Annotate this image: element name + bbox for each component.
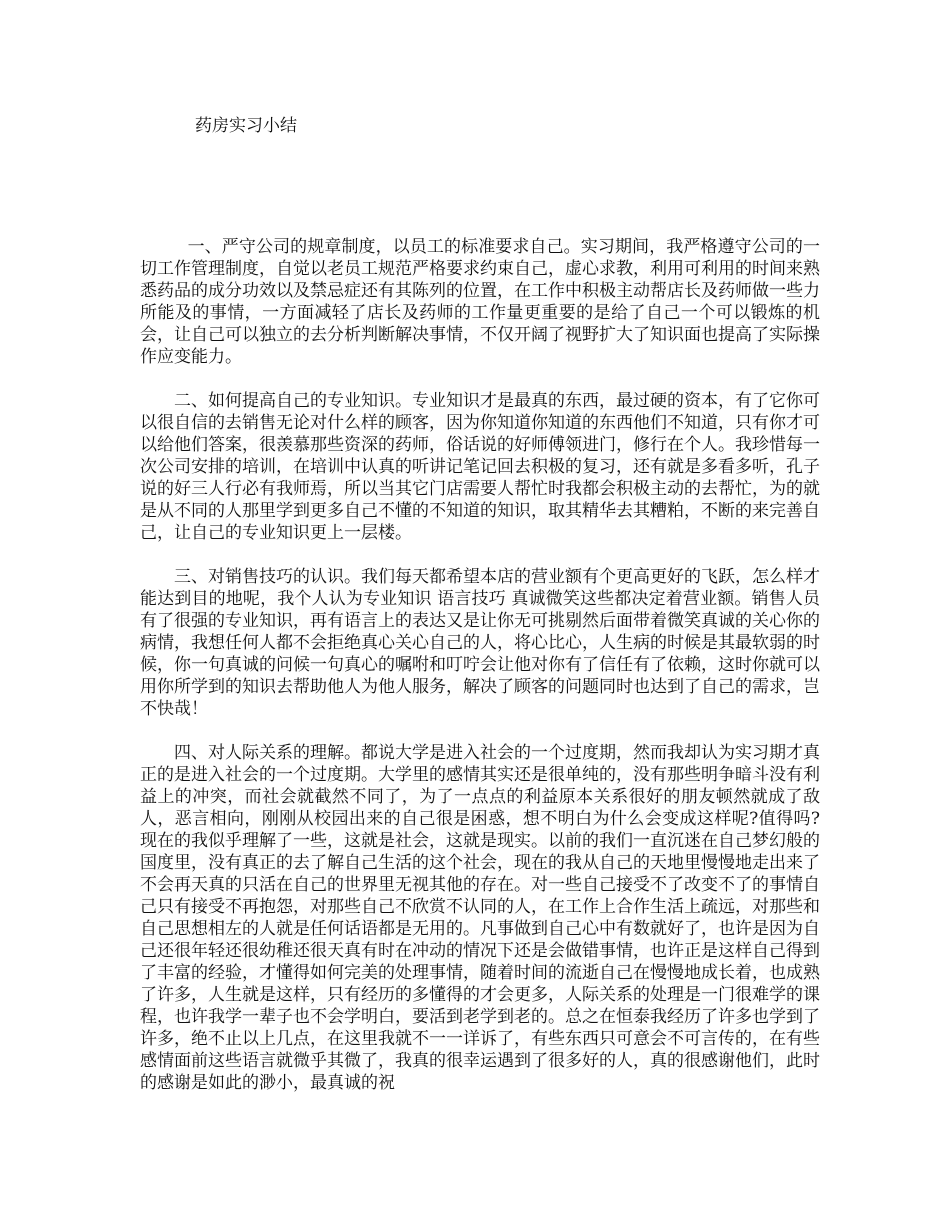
- paragraph-sales-skills: 三、对销售技巧的认识。我们每天都希望本店的营业额有个更高更好的飞跃，怎么样才能达到目的地呢，我个人认为专业知识 语言技巧 真诚微笑这些都决定着营业额。销售人员有了很强的专业知识，再有语言上的表达又是让你无可挑剔然后面带着微笑真诚的关心你的病情，我想任何人都不会拒绝真心关心自己的人，将心比心，人生病的时候是其最软弱的时候，你一句真诚的问候一句真心的嘱咐和叮咛会让他对你有了信任有了依赖，这时你就可以用你所学到的知识去帮助他人为他人服务，解决了顾客的问题同时也达到了自己的需求，岂不快哉！: [140, 567, 820, 719]
- paragraph-interpersonal-relations: 四、对人际关系的理解。都说大学是进入社会的一个过度期，然而我却认为实习期才真正的是进入社会的一个过度期。大学里的感情其实还是很单纯的，没有那些明争暗斗没有利益上的冲突，而社会就截然不同了，为了一点点的利益原本关系很好的朋友顿然就成了敌人，恶言相向，刚刚从校园出来的自己很是困惑，想不明白为什么会变成这样呢?值得吗?现在的我似乎理解了一些，这就是社会，这就是现实。以前的我们一直沉迷在自己梦幻般的国度里，没有真正的去了解自己生活的这个社会，现在的我从自己的天地里慢慢地走出来了不会再天真的只活在自己的世界里无视其他的存在。对一些自己接受不了改变不了的事情自己只有接受不再抱怨，对那些自己不欣赏不认同的人，在工作上合作生活上疏远，对那些和自己思想相左的人就是任何话语都是无用的。凡事做到自己心中有数就好了，也许是因为自己还很年轻还很幼稚还很天真有时在冲动的情况下还是会做错事情，也许正是这样自己得到了丰富的经验，才懂得如何完美的处理事情，随着时间的流逝自己在慢慢地成长着，也成熟了许多，人生就是这样，只有经历的多懂得的才会更多，人际关系的处理是一门很难学的课程，也许我学一辈子也不会学明白，要活到老学到老的。总之在恒泰我经历了许多也学到了许多，绝不止以上几点，在这里我就不一一详诉了，有些东西只可意会不可言传的，在有些感情面前这些语言就微乎其微了，我真的很幸运遇到了很多好的人，真的很感谢他们，此时的感谢是如此的渺小，最真诚的祝: [140, 743, 820, 1093]
- paragraph-discipline: 一、严守公司的规章制度，以员工的标准要求自己。实习期间，我严格遵守公司的一切工作管理制度，自觉以老员工规范严格要求约束自己，虚心求教，利用可利用的时间来熟悉药品的成分功效以及禁忌症还有其陈列的位置，在工作中积极主动帮店长及药师做一些力所能及的事情，一方面减轻了店长及药师的工作量更重要的是给了自己一个可以锻炼的机会，让自己可以独立的去分析判断解决事情，不仅开阔了视野扩大了知识面也提高了实际操作应变能力。: [140, 237, 820, 367]
- document-title: 药房实习小结: [195, 116, 297, 136]
- paragraph-professional-knowledge: 二、如何提高自己的专业知识。专业知识才是最真的东西，最过硬的资本，有了它你可以很自信的去销售无论对什么样的顾客，因为你知道你知道的东西他们不知道，只有你才可以给他们答案，很羡慕那些资深的药师，俗话说的好师傅领进门，修行在个人。我珍惜每一次公司安排的培训，在培训中认真的听讲记笔记回去积极的复习，还有就是多看多听，孔子说的好三人行必有我师焉，所以当其它门店需要人帮忙时我都会积极主动的去帮忙，为的就是从不同的人那里学到更多自己不懂的不知道的知识，取其精华去其糟粕，不断的来完善自己，让自己的专业知识更上一层楼。: [140, 391, 820, 543]
- document-body: [140, 236, 820, 1116]
